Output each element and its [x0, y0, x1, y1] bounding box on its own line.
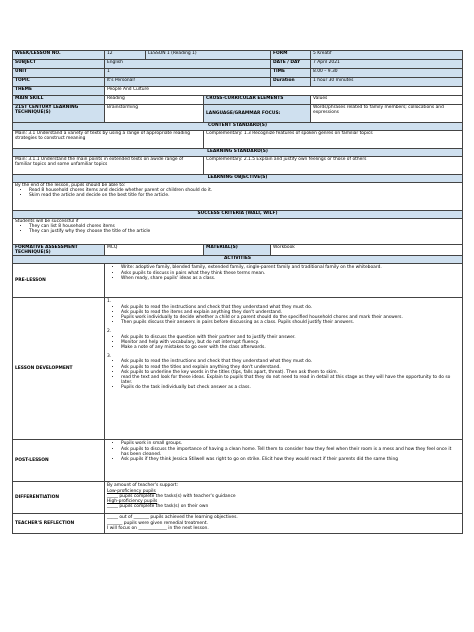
pre-lesson-item: • Asks pupils to discuss in pairs what they think these terms mean. — [121, 271, 460, 276]
theme-label: THEME — [13, 87, 105, 96]
post-lesson-item: • Ask pupils to discuss the importance of having a clean home. Tell them to consider how they feel when their room is a mess and how they feel once it has been cleaned. — [121, 447, 460, 457]
formative-assessment-value: MCQ — [105, 245, 204, 256]
pre-lesson-item: • Write: adoptive family, blended family, extended family, single-parent family and traditional family on the whiteboard. — [121, 265, 460, 270]
grammar-focus-value: Words/phrases related to family members; collocations and expressions — [311, 105, 463, 123]
step-number: 3. — [107, 354, 112, 360]
objective-item: • Skim read the article and decide on the best title for the article. — [29, 193, 460, 198]
duration-label: Duration — [271, 78, 311, 87]
teachers-reflection-content — [105, 514, 463, 534]
cross-curricular-value: Values — [311, 96, 463, 105]
post-lesson-content — [105, 440, 463, 482]
pre-lesson-item: • When ready, share pupils' ideas as a class. — [121, 276, 460, 281]
development-item: • Pupils do the task individually but check answer as a class. — [121, 385, 460, 390]
objectives-intro: By the end of the lesson, pupils should be able to: — [15, 183, 126, 188]
topic-label: TOPIC — [13, 78, 105, 87]
development-item: • Ask pupils to discuss the question with their partner and to justify their answer. — [121, 335, 460, 340]
development-item: • Monitor and help with vocabulary, but do not interrupt fluency. — [121, 340, 460, 345]
pre-lesson-label: PRE-LESSON — [13, 264, 105, 298]
time-label: TIME — [271, 69, 311, 78]
date-label: DATE / DAY — [271, 60, 311, 69]
reflection-line: _______ pupils were given remedial treatment. — [107, 520, 208, 526]
form-value: 5 Kreatif — [311, 51, 463, 60]
learning-objectives — [13, 183, 463, 211]
success-criteria-title: SUCCESS CRITERIA (WALT, WILF) — [13, 211, 463, 219]
development-item: • Make a note of any mistakes to go over with the class afterwards. — [121, 345, 460, 350]
development-item: • Ask pupils to read the titles and explain anything they don't understand. — [121, 365, 460, 370]
form-label: FORM — [271, 51, 311, 60]
development-item: • Ask pupils to read the instructions and check that they understand what they must do. — [121, 359, 460, 364]
learning-objectives-title: LEARNING OBJECTIVE(S) — [13, 175, 463, 183]
topic-value: It's Personal! — [105, 78, 271, 87]
development-item: • Pupils work individually to decide whether a child or a parent should do the specified household chores and mark their answers. — [121, 315, 460, 320]
materials-label: MATERIAL(S) — [204, 245, 271, 256]
step-number: 1. — [107, 299, 112, 305]
differentiation-line: Low-proficiency pupils — [107, 488, 156, 494]
learning-standard-main: Main: 3.1.1 Understand the main points in extended texts on awide range of familiar topics and some unfamiliar topics — [13, 157, 204, 175]
teachers-reflection-label: TEACHER'S REFLECTION — [13, 514, 105, 534]
differentiation-line: By amount of teacher's support: — [107, 483, 179, 489]
objective-item: • Read 8 household chores items and decide whether parent or children should do it. — [29, 188, 460, 193]
century-learning-label: 21ST CENTURY LEARNING TECHNIQUE(S) — [13, 105, 105, 123]
content-standard-complementary: Complementary: 1.3 Recognize features of spoken genres on familiar topics — [204, 131, 463, 149]
week-value: 12 — [105, 51, 146, 60]
lesson-plan — [12, 50, 462, 534]
reflection-line: _____ out of _______ pupils achieved the learning objectives. — [107, 515, 238, 521]
differentiation-line: _____ pupils complete the tasks(s) with teacher's guidance — [107, 493, 236, 499]
lesson-plan-table — [12, 50, 463, 534]
development-item: • Ask pupils to underline the key words in the titles (tips, falls apart, threat). Then ask them to skim. — [121, 370, 460, 375]
pre-lesson-content — [105, 264, 463, 298]
formative-assessment-label: FORMATIVE ASSESSMENT TECHNIQUE(S) — [13, 245, 105, 256]
learning-standards-title: LEARNING STANDARD(S) — [13, 149, 463, 157]
differentiation-content — [105, 482, 463, 514]
lesson-value: LESSON 1 (Reading 1) — [146, 51, 271, 60]
subject-label: SUBJECT — [13, 60, 105, 69]
subject-value: English — [105, 60, 271, 69]
time-value: 8.00 – 9.30 — [311, 69, 463, 78]
post-lesson-item: • Ask pupils if they think Jessica Stilwell was right to go on strike. Elicit how they would react if their parents did the same thing — [121, 457, 460, 462]
development-item: • Ask pupils to read the items and explain anything they don't understand. — [121, 310, 460, 315]
theme-value: People And Culture — [105, 87, 463, 96]
unit-label: UNIT — [13, 69, 105, 78]
week-label: WEEK/LESSON NO. — [13, 51, 105, 60]
success-item: • They can justify why they choose the title of the article — [29, 229, 460, 234]
development-item: • Then pupils discuss their answers in pairs before discussing as a class. Pupils should justify their answers. — [121, 320, 460, 325]
content-standard-main: Main: 3.1 Understand a variety of texts by using a range of appropriate reading strategies to construct meaning — [13, 131, 204, 149]
differentiation-line: _____ pupils complete the task(s) on their own — [107, 504, 209, 510]
unit-value: 1 — [105, 69, 271, 78]
learning-standard-complementary: Complementary: 2.1.5 Explain and justify own feelings or those of others — [204, 157, 463, 175]
step-number: 2. — [107, 329, 112, 335]
main-skill-label: MAIN SKILL — [13, 96, 105, 105]
activities-title: ACTIVITIES — [13, 256, 463, 264]
reflection-line: I will focus on _____________ in the next lesson. — [107, 525, 209, 531]
post-lesson-item: • Pupils work in small groups. — [121, 441, 460, 446]
content-standards-title: CONTENT STANDARD(S) — [13, 123, 463, 131]
success-intro: Students will be successful if — [15, 219, 79, 224]
duration-value: 1 hour 30 minutes — [311, 78, 463, 87]
post-lesson-label: POST-LESSON — [13, 440, 105, 482]
century-learning-value: Brainstorming — [105, 105, 204, 123]
cross-curricular-label: CROSS-CURRICULAR ELEMENTS — [204, 96, 311, 105]
main-skill-value: Reading — [105, 96, 204, 105]
grammar-focus-label: LANGUAGE/GRAMMAR FOCUS: — [204, 105, 311, 123]
lesson-development-content — [105, 298, 463, 440]
lesson-development-label: LESSON DEVELOPMENT — [13, 298, 105, 440]
development-item: • read the text and look for these ideas. Explain to pupils that they do not need to read in detail at this stage as they will have the opportunity to do so later. — [121, 375, 460, 385]
success-criteria — [13, 219, 463, 245]
materials-value: Workbook — [271, 245, 463, 256]
differentiation-line: High-proficiency pupils — [107, 499, 158, 505]
date-value: 7 April 2021 — [311, 60, 463, 69]
success-item: • They can list 8 household chores items — [29, 224, 460, 229]
differentiation-label: DIFFERENTIATION — [13, 482, 105, 514]
development-item: • Ask pupils to read the instructions and check that they understand what they must do. — [121, 305, 460, 310]
